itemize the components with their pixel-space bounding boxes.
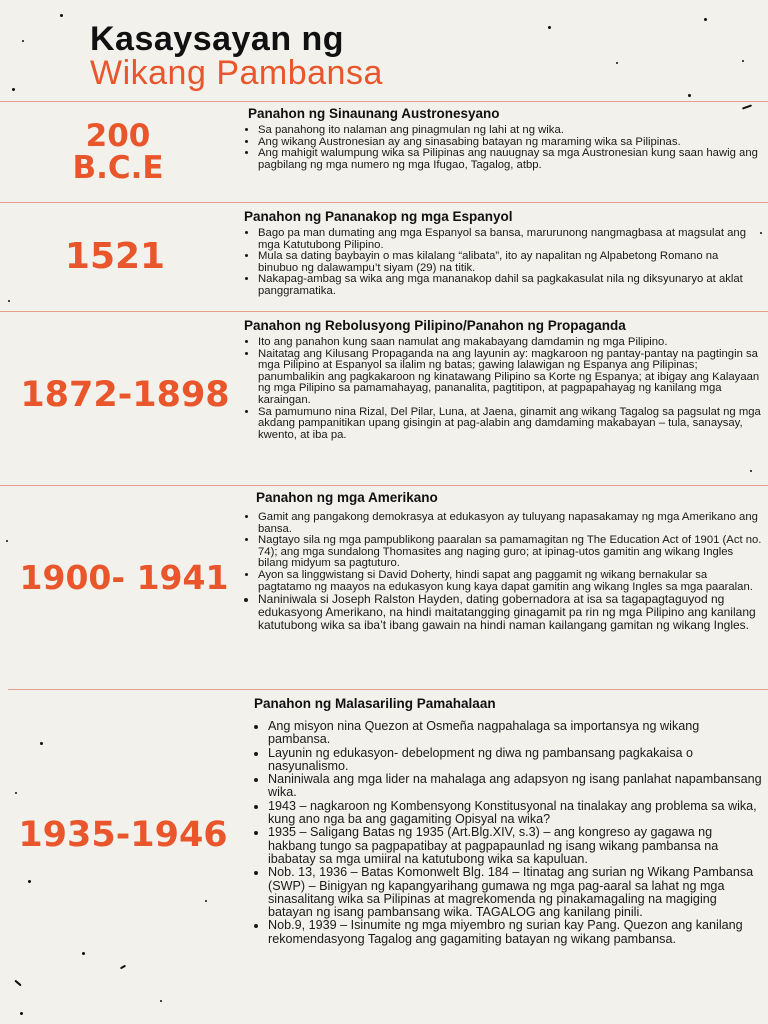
list-item: • Gamit ang pangakong demokrasya at edukasyon ay tuluyang napasakamay ng mga Amerikano ang bansa. [258,512,762,535]
timeline-section-rebolusyon [0,314,768,485]
section-year: 200 B.C.E [72,118,164,186]
title-line-2: Wikang Pambansa [90,54,383,92]
divider [8,689,768,690]
list-item: • 1935 – Saligang Batas ng 1935 (Art.Blg.XIV, s.3) – ang kongreso ay gagawa ng hakbang tungo sa pagpapatibay at pagpapaunlad ng isang wikang pambansa na ibabatay sa mga umiiral na katutubong wika sa kapuluan. [268,826,762,866]
bullet-list [244,337,762,441]
bullet-list [244,228,759,298]
list-item: • Ang misyon nina Quezon at Osmeña nagpahalaga sa importansya ng wikang pambansa. [268,720,762,747]
timeline-section-austronesyano [0,104,768,202]
list-item: • Naniniwala ang mga lider na mahalaga ang adapsyon ng isang panlahat napambansang wika. [268,773,762,800]
section-heading: Panahon ng mga Amerikano [256,490,438,505]
section-heading: Panahon ng Rebolusyong Pilipino/Panahon ng Propaganda [244,318,626,333]
list-item: • Ayon sa linggwistang si David Doherty, hindi sapat ang paggamit ng wikang bernakular sa pagtatamo ng maayos na edukasyon kung kaya dapat gamitin ang wikang Ingles sa mga paaralan. [258,570,762,593]
section-heading: Panahon ng Pananakop ng mga Espanyol [244,209,513,224]
section-content [244,318,762,441]
timeline-section-malasarili [0,692,768,1024]
page-title [90,22,383,90]
section-content [244,490,762,632]
section-year: 1935-1946 [18,815,228,855]
list-item: • Nob.9, 1939 – Isinumite ng mga miyembro ng surian kay Pang. Quezon ang kanilang rekomendasyong Tagalog ang gagamiting batayan ng wikang pambansa. [268,919,762,946]
list-item: • Nob. 13, 1936 – Batas Komonwelt Blg. 184 – Itinatag ang surian ng Wikang Pambansa (SWP) – Binigyan ng kapangyarihang gumawa ng mga pag-aaral sa lahat ng mga sinasalitang wika sa Pilipinas at magrekomenda ng pinakamagaling na magiging batayan ng isang pambansang wika. TAGALOG ang kanilang pinili. [268,866,762,919]
section-heading: Panahon ng Sinaunang Austronesyano [248,106,500,121]
bullet-list [244,125,759,171]
bullet-list [254,720,762,946]
section-content [244,209,759,298]
section-year: 1872-1898 [20,375,230,415]
list-item: • Nagtayo sila ng mga pampublikong paaralan sa pamamagitan ng The Education Act of 1901 (Act no. 74); ang mga sundalong Thomasites ang naging guro; at ipinag-utos gamitin ang wikang Ingles bilang midyum sa pagtuturo. [258,535,762,570]
title-line-1: Kasaysayan ng [90,20,345,58]
list-item: • Naitatag ang Kilusang Propaganda na ang layunin ay: magkaroon ng pantay-pantay na pagtingin sa mga Pilipino at Espanyol sa ilalim ng batas; gawing lalawigan ng Espanya ang Pilipinas; panumbalikin ang pagkakaroon ng kinatawang Pilipino sa Korte ng Espanya; at ibigay ang Kalayaan ng mga Pilipino sa pamamahayag, pananalita, pagtitipon, at pagpapahayag ng kanilang mga karaingan. [258,349,762,407]
list-item: • Layunin ng edukasyon- debelopment ng diwa ng pambansang pagkakaisa o nasyunalismo. [268,747,762,774]
list-item: • Ang wikang Austronesian ay ang sinasabing batayan ng maraming wika sa Pilipinas. [258,137,759,149]
list-item: • Ito ang panahon kung saan namulat ang makabayang damdamin ng mga Pilipino. [258,337,762,349]
list-item: • Ang mahigit walumpung wika sa Pilipinas ang nauugnay sa mga Austronesian kung saan hawig ang pagbilang ng mga numero ng mga Ifugao, Tagalog, atbp. [258,148,759,171]
divider [0,311,768,312]
divider [0,101,768,102]
list-item: • Sa panahong ito nalaman ang pinagmulan ng lahi at ng wika. [258,125,759,137]
timeline-section-espanyol [0,205,768,311]
list-item: • Nakapag-ambag sa wika ang mga mananakop dahil sa pagkakasulat nila ng diksyunaryo at aklat panggramatika. [258,274,759,297]
list-item: • Naniniwala si Joseph Ralston Hayden, dating gobernadora at isa sa tagapagtaguyod ng edukasyong Amerikano, na hindi maitatangging ginagamit pa rin ng mga Pilipino ang kanilang katutubong wika sa iba’t ibang gawain na hindi naman kailangang gamitan ng wikang Ingles. [258,593,762,631]
divider [0,202,768,203]
section-content [244,106,759,171]
list-item: • Sa pamumuno nina Rizal, Del Pilar, Luna, at Jaena, ginamit ang wikang Tagalog sa pagsulat ng mga akdang pampanitikan upang gisingin at pag-alabin ang damdaming makabayan – tula, sanaysay, kwento, at iba pa. [258,407,762,442]
divider [0,485,768,486]
list-item: • 1943 – nagkaroon ng Kombensyong Konstitusyonal na tinalakay ang problema sa wika, kung ano nga ba ang gagamiting Opisyal na wika? [268,800,762,827]
list-item: • Bago pa man dumating ang mga Espanyol sa bansa, marurunong nangmagbasa at magsulat ang mga Katutubong Pilipino. [258,228,759,251]
list-item: • Mula sa dating baybayin o mas kilalang “alibata”, ito ay napalitan ng Alpabetong Romano na binubuo ng dalawampu’t siyam (29) na titik. [258,251,759,274]
bullet-list [244,512,762,632]
timeline-section-amerikano [0,488,768,689]
section-content [254,696,762,946]
section-year: 1521 [64,236,166,277]
section-heading: Panahon ng Malasariling Pamahalaan [254,696,496,711]
section-year: 1900- 1941 [19,558,229,597]
